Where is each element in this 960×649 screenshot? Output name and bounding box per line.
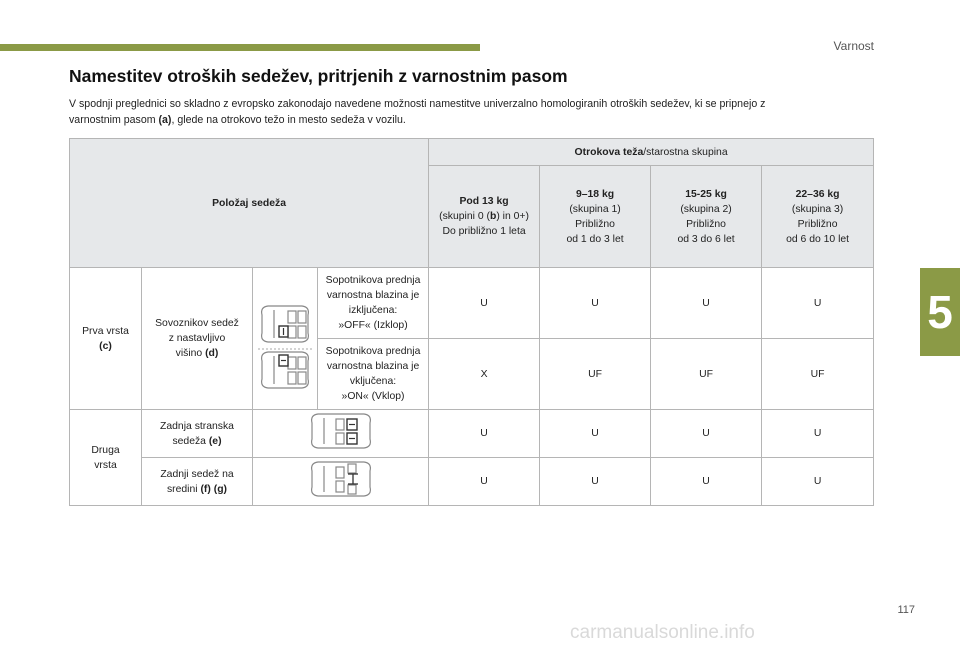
child-seat-table [69, 138, 874, 506]
row-label-ref: (c) [99, 340, 112, 352]
column-title: 9–18 kg [575, 188, 615, 200]
car-rear-center-seat-icon [253, 458, 429, 506]
airbag-off-label [318, 268, 429, 339]
weight-group-header [429, 139, 874, 166]
top-accent-bar [0, 44, 480, 51]
column-header-group-2 [651, 166, 762, 268]
airbag-on-label [318, 339, 429, 410]
table-row-rear-side [70, 410, 874, 458]
passenger-seat-line: Sovoznikov sedež [155, 318, 239, 329]
column-group: (skupini 0 ( [439, 211, 490, 222]
table-cell: U [651, 410, 762, 458]
chapter-tab: 5 [920, 268, 960, 356]
airbag-off-line: izključena: [348, 305, 398, 316]
table-cell: U [429, 268, 540, 339]
page-title: Namestitev otroških sedežev, pritrjenih z varnostnim pasom [69, 66, 568, 86]
table-cell: U [651, 458, 762, 506]
column-age: Do približno 1 leta [442, 226, 526, 237]
column-approx: Približno [575, 218, 615, 230]
intro-line-2-end: , glede na otrokovo težo in mesto sedeža v vozilu. [171, 114, 406, 126]
table-cell: UF [651, 339, 762, 410]
column-approx: Približno [797, 218, 838, 230]
passenger-seat-ref: (d) [205, 348, 219, 359]
row-label-text: vrsta [94, 459, 117, 471]
row-label-rear [70, 410, 142, 506]
table-cell: U [429, 458, 540, 506]
row-label-front [70, 268, 142, 410]
page-number: 117 [897, 604, 915, 616]
table-cell: U [762, 268, 874, 339]
table-row-airbag-off [70, 268, 874, 339]
table-cell: U [762, 410, 874, 458]
row-label-text: Druga [91, 444, 120, 456]
column-group: (skupina 1) [569, 203, 621, 215]
table-cell: U [540, 268, 651, 339]
weight-group-header-bold: Otrokova teža [574, 146, 644, 158]
column-ref: b [489, 211, 497, 222]
table-cell: UF [762, 339, 874, 410]
car-rear-side-seats-icon [253, 410, 429, 458]
table-cell: U [540, 410, 651, 458]
rear-center-label [142, 458, 253, 506]
airbag-off-line: Sopotnikova prednja [325, 275, 421, 286]
column-title: 15-25 kg [685, 188, 727, 200]
column-group: (skupina 3) [791, 203, 844, 215]
column-age: od 6 do 10 let [786, 233, 850, 245]
column-approx: Približno [686, 218, 726, 230]
column-group-end: ) in 0+) [496, 211, 529, 222]
airbag-on-line: Sopotnikova prednja [325, 346, 421, 357]
car-front-seat-icon [253, 268, 318, 410]
passenger-seat-label [142, 268, 253, 410]
table-cell: U [429, 410, 540, 458]
intro-line-1: V spodnji preglednici so skladno z evropsko zakonodajo navedene možnosti namestitve univerzalno homologiranih otroških sedežev, ki se pripnejo z [69, 98, 766, 110]
intro-paragraph [69, 96, 869, 128]
column-header-group-1 [540, 166, 651, 268]
section-name: Varnost [833, 39, 874, 53]
intro-line-2: varnostnim pasom [69, 114, 159, 126]
column-header-group-0 [429, 166, 540, 268]
table-cell: X [429, 339, 540, 410]
airbag-on-line: »ON« (Vklop) [341, 391, 405, 402]
table-row-rear-center [70, 458, 874, 506]
rear-side-ref: (e) [208, 435, 222, 447]
column-group: (skupina 2) [680, 203, 732, 215]
column-age: od 1 do 3 let [566, 233, 624, 245]
airbag-off-line: varnostna blazina je [326, 290, 420, 301]
table-cell: U [762, 458, 874, 506]
table-cell: UF [540, 339, 651, 410]
column-age: od 3 do 6 let [677, 233, 735, 245]
rear-center-line: sredini [166, 483, 201, 495]
passenger-seat-line: z nastavljivo [168, 333, 226, 344]
row-label-text: Prva vrsta [82, 325, 129, 337]
airbag-on-line: vključena: [349, 376, 397, 387]
intro-ref: (a) [158, 114, 172, 126]
table-cell: U [651, 268, 762, 339]
position-header: Položaj sedeža [70, 139, 429, 268]
rear-center-line: Zadnji sedež na [160, 468, 234, 480]
rear-center-ref: (f) (g) [200, 483, 228, 495]
watermark: carmanualsonline.info [570, 622, 755, 643]
table-cell: U [540, 458, 651, 506]
column-title: Pod 13 kg [459, 196, 509, 207]
rear-side-label [142, 410, 253, 458]
airbag-off-line: »OFF« (Izklop) [338, 320, 408, 331]
rear-side-line: sedeža [172, 435, 209, 447]
weight-group-header-rest: /starostna skupina [643, 146, 728, 158]
passenger-seat-line: višino [175, 348, 206, 359]
rear-side-line: Zadnja stranska [160, 420, 234, 432]
airbag-on-line: varnostna blazina je [326, 361, 420, 372]
column-header-group-3 [762, 166, 874, 268]
column-title: 22–36 kg [795, 188, 840, 200]
